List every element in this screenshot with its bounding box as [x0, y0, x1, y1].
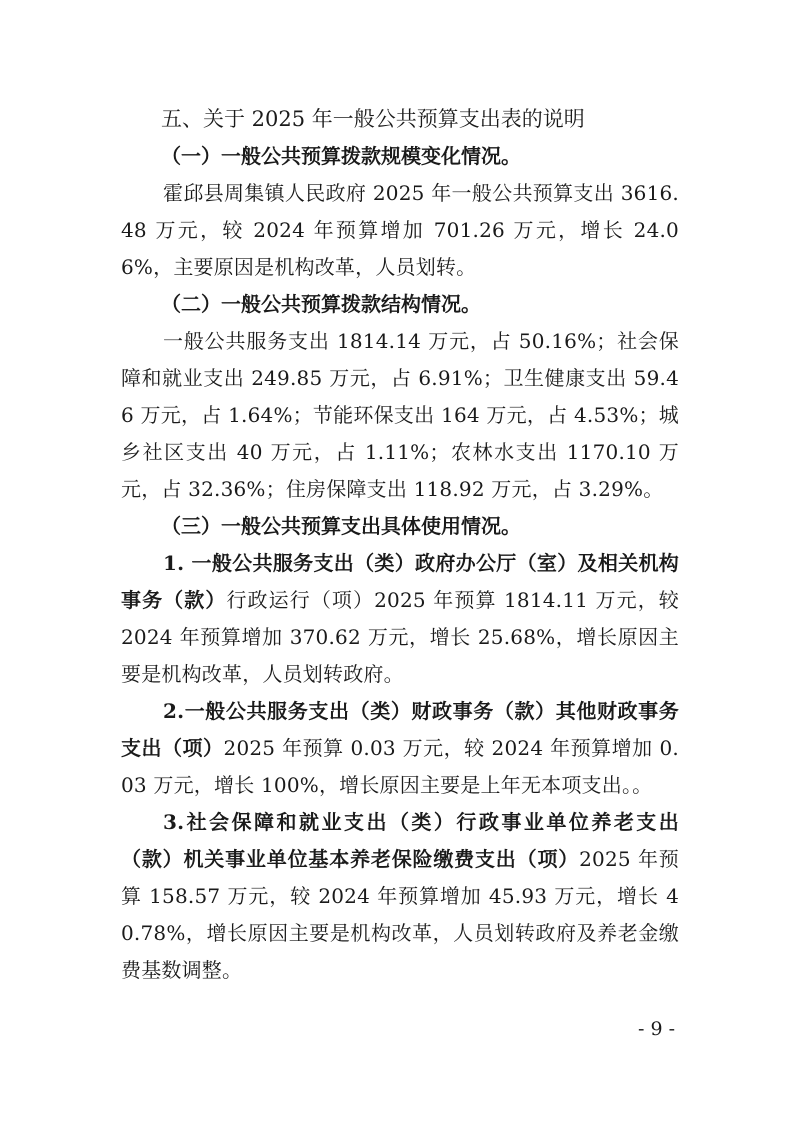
- subsection-heading-2: （二）一般公共预算拨款结构情况。: [161, 292, 481, 316]
- expenditure-item-3-text: 2025 年预算 158.57 万元，较 2024 年预算增加 45.93 万元，增长 40.78%，增长原因主要是机构改革，人员划转政府及养老金缴费基数调整。: [121, 847, 679, 982]
- page-number: - 9 -: [637, 1018, 675, 1040]
- expenditure-item-2: [121, 693, 679, 804]
- expenditure-item-2-lead: 2.一般公共服务支出（类）财政事务（款）其他财政事务支出（项）: [121, 699, 679, 760]
- expenditure-item-1: [121, 545, 679, 693]
- expenditure-item-2-text: 2025 年预算 0.03 万元，较 2024 年预算增加 0.03 万元，增长 100%，增长原因主要是上年无本项支出。。: [121, 736, 679, 797]
- document-body: [121, 101, 679, 989]
- expenditure-item-1-text: 行政运行（项）2025 年预算 1814.11 万元，较 2024 年预算增加 370.62 万元，增长 25.68%，增长原因主要是机构改革，人员划转政府。: [121, 588, 680, 686]
- expenditure-item-1-lead: 1. 一般公共服务支出（类）政府办公厅（室）及相关机构事务（款）: [121, 551, 679, 612]
- section-title: 五、关于 2025 年一般公共预算支出表的说明: [161, 107, 585, 131]
- subsection-body-2: 一般公共服务支出 1814.14 万元，占 50.16%；社会保障和就业支出 249.85 万元，占 6.91%；卫生健康支出 59.46 万元，占 1.64%；节能环保支出 164 万元，占 4.53%；城乡社区支出 40 万元，占 1.11%；农林水支出 1170.10 万元，占 32.36%；住房保障支出 118.92 万元，占 3.29%。: [121, 329, 679, 501]
- subsection-body-1: 霍邱县周集镇人民政府 2025 年一般公共预算支出 3616.48 万元，较 2024 年预算增加 701.26 万元，增长 24.06%，主要原因是机构改革，人员划转。: [121, 181, 679, 279]
- expenditure-item-3: [121, 804, 679, 989]
- subsection-heading-3: （三）一般公共预算支出具体使用情况。: [161, 514, 521, 538]
- expenditure-item-3-lead: 3.社会保障和就业支出（类）行政事业单位养老支出（款）机关事业单位基本养老保险缴费支出（项）: [121, 810, 679, 871]
- subsection-heading-1: （一）一般公共预算拨款规模变化情况。: [161, 144, 521, 168]
